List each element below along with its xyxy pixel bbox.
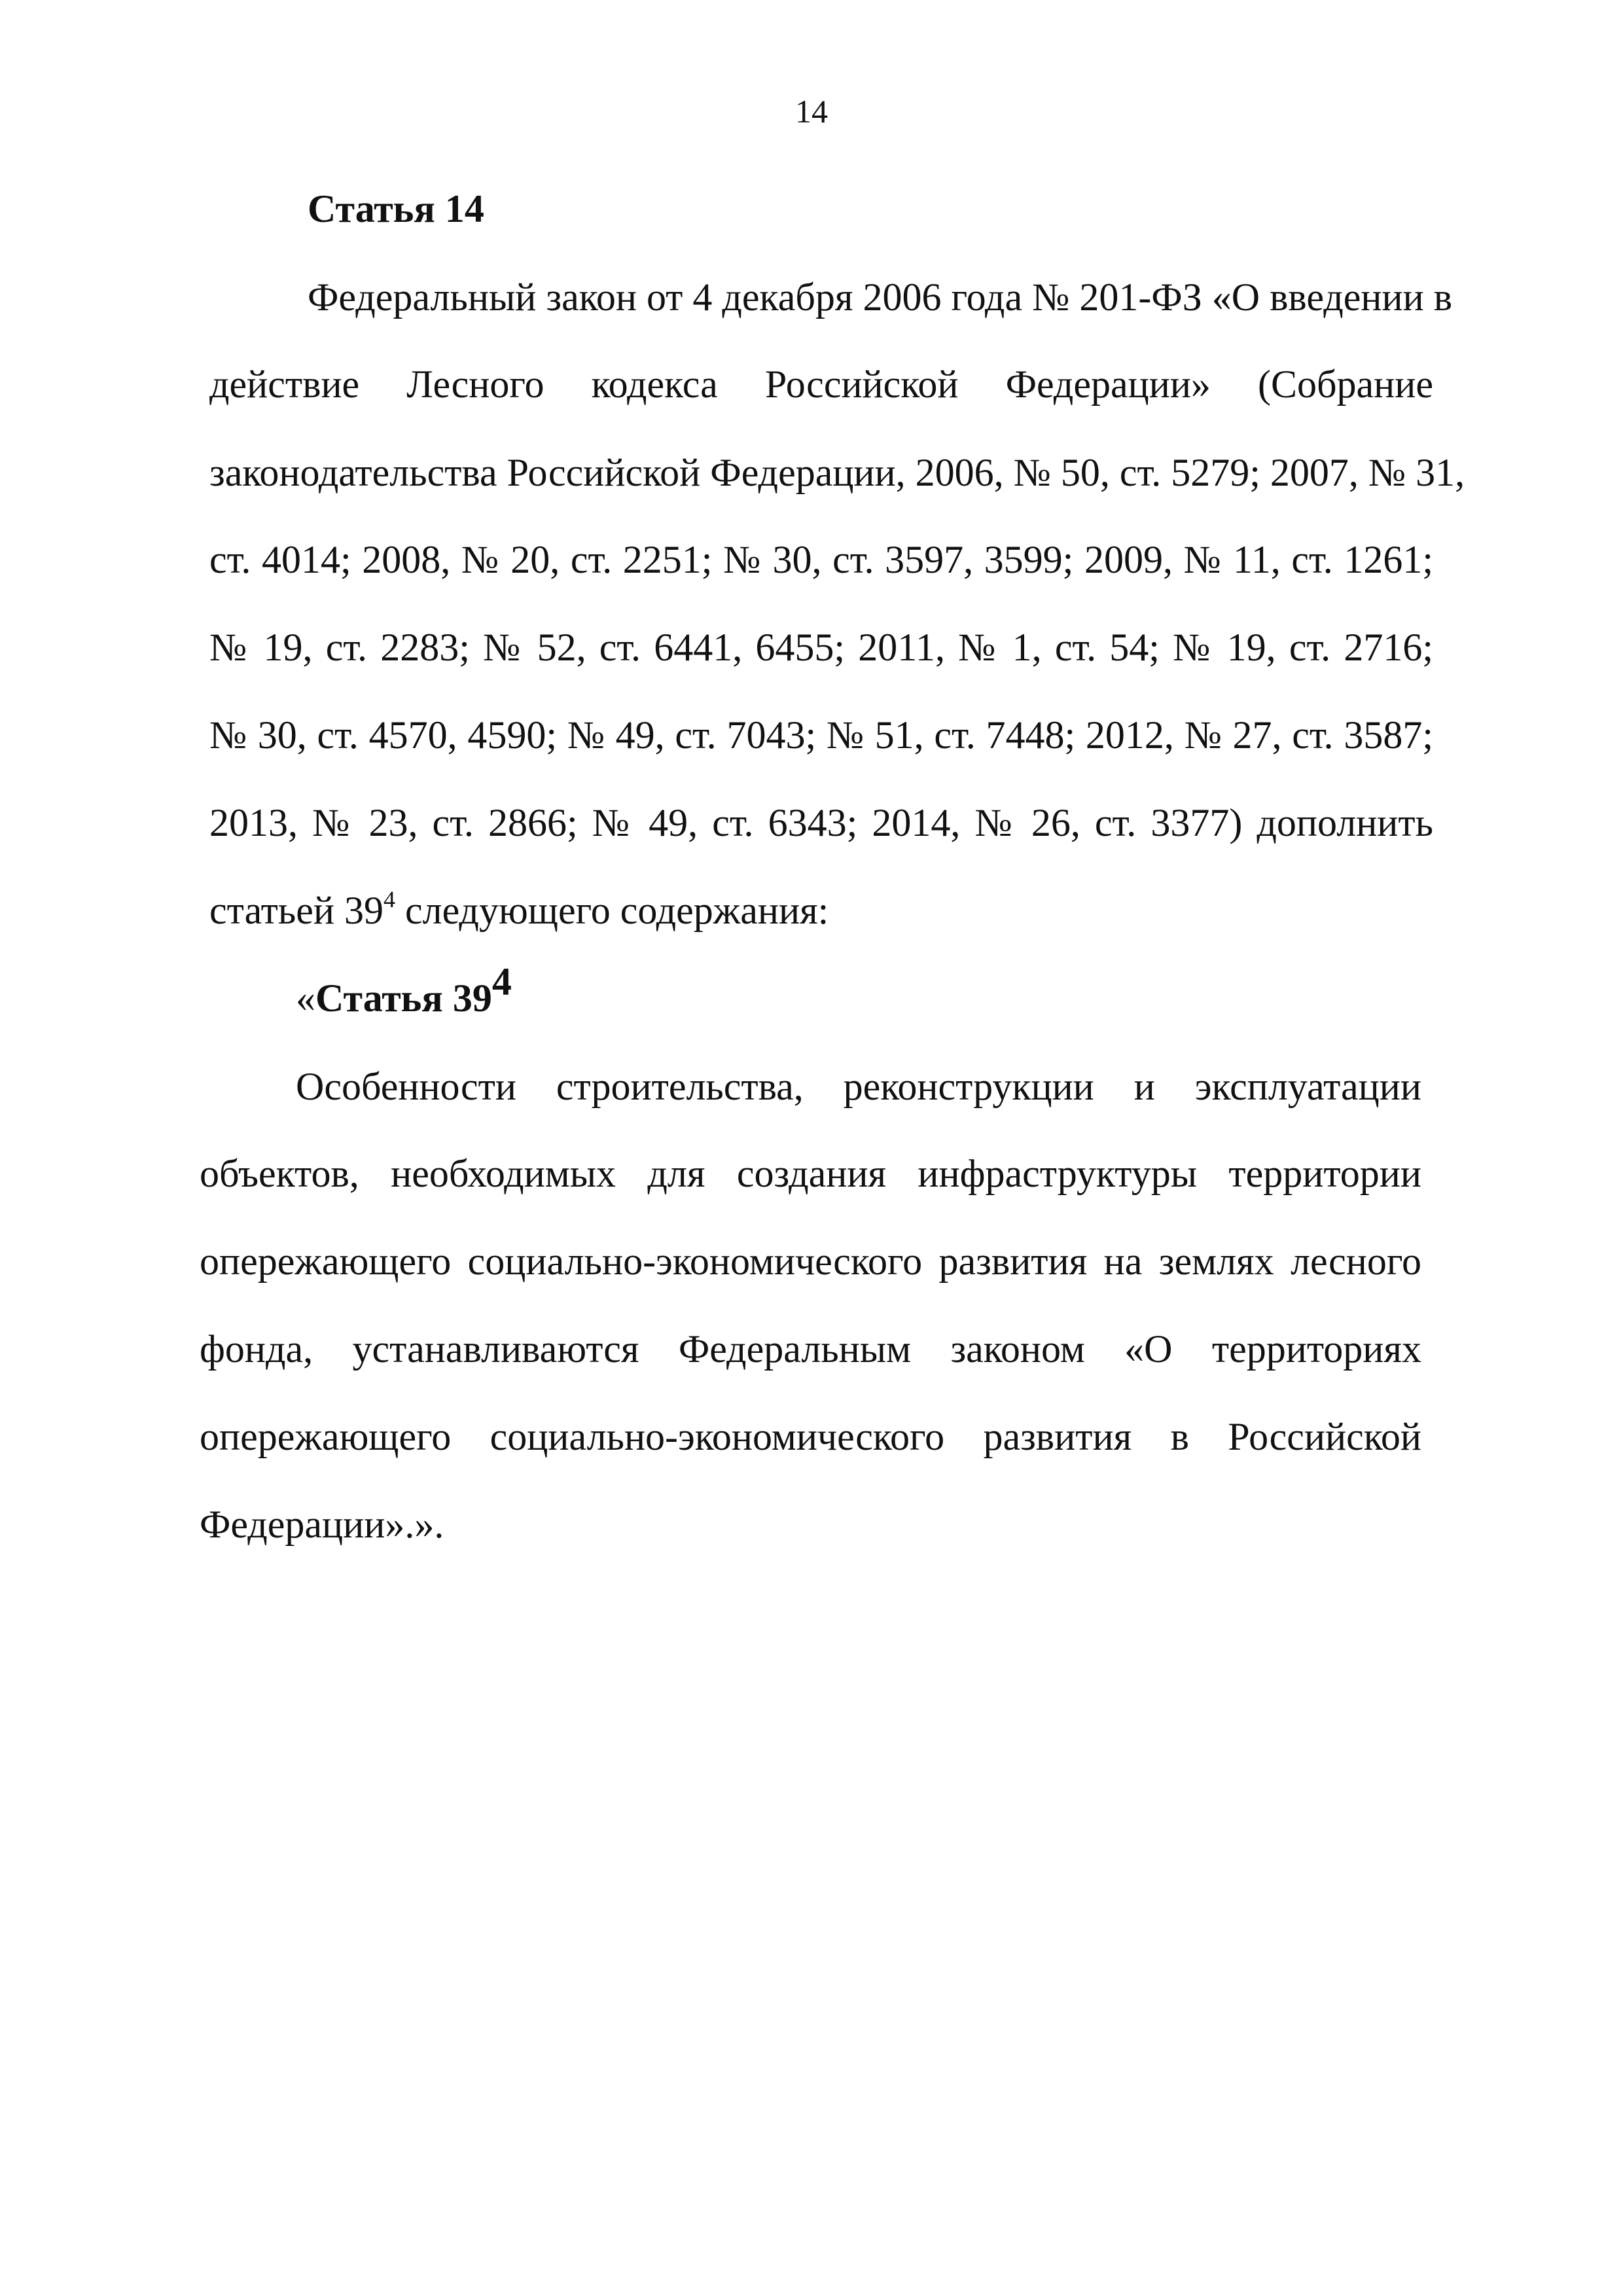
article-14-text-line-2: действие Лесного кодекса Российской Федерации» (Собрание [209,363,1433,406]
article-14-text-line-6: № 30, ст. 4570, 4590; № 49, ст. 7043; № 51, ст. 7448; 2012, № 27, ст. 3587; [209,713,1433,757]
article-14-heading: Статья 14 [308,187,484,230]
article-14-text-line-5: № 19, ст. 2283; № 52, ст. 6441, 6455; 2011, № 1, ст. 54; № 19, ст. 2716; [209,626,1433,669]
article-14-superscript: 4 [383,886,395,912]
article-14-text-line-7: 2013, № 23, ст. 2866; № 49, ст. 6343; 2014, № 26, ст. 3377) дополнить [209,801,1433,844]
article-39-text-line-4: фонда, устанавливаются Федеральным законом «О территориях [200,1327,1421,1371]
article-39-text-line-6: Федерации».». [200,1503,444,1546]
article-14-text-line-8-end: следующего содержания: [395,889,829,932]
article-39-text-line-5: опережающего социально-экономического развития в Российской [200,1415,1421,1458]
article-39-heading-superscript: 4 [491,960,512,1003]
article-14-text-line-1: Федеральный закон от 4 декабря 2006 года № 201-ФЗ «О введении в [308,276,1453,319]
article-14-text-line-8-start: статьей 39 [209,889,383,932]
article-39-text-line-2: объектов, необходимых для создания инфраструктуры территории [200,1152,1421,1195]
article-14-text-line-8 [209,887,829,934]
article-39-text-line-3: опережающего социально-экономического развития на землях лесного [200,1240,1421,1283]
article-39-quote-open: « [296,977,315,1020]
article-39-text-line-1: Особенности строительства, реконструкции и эксплуатации [296,1065,1421,1108]
article-39-heading-text: Статья 39 [315,977,492,1020]
article-14-text-line-4: ст. 4014; 2008, № 20, ст. 2251; № 30, ст. 3597, 3599; 2009, № 11, ст. 1261; [209,538,1433,581]
page-number: 14 [795,93,828,130]
article-39-heading [296,960,512,1022]
article-14-text-line-3: законодательства Российской Федерации, 2006, № 50, ст. 5279; 2007, № 31, [209,451,1465,494]
